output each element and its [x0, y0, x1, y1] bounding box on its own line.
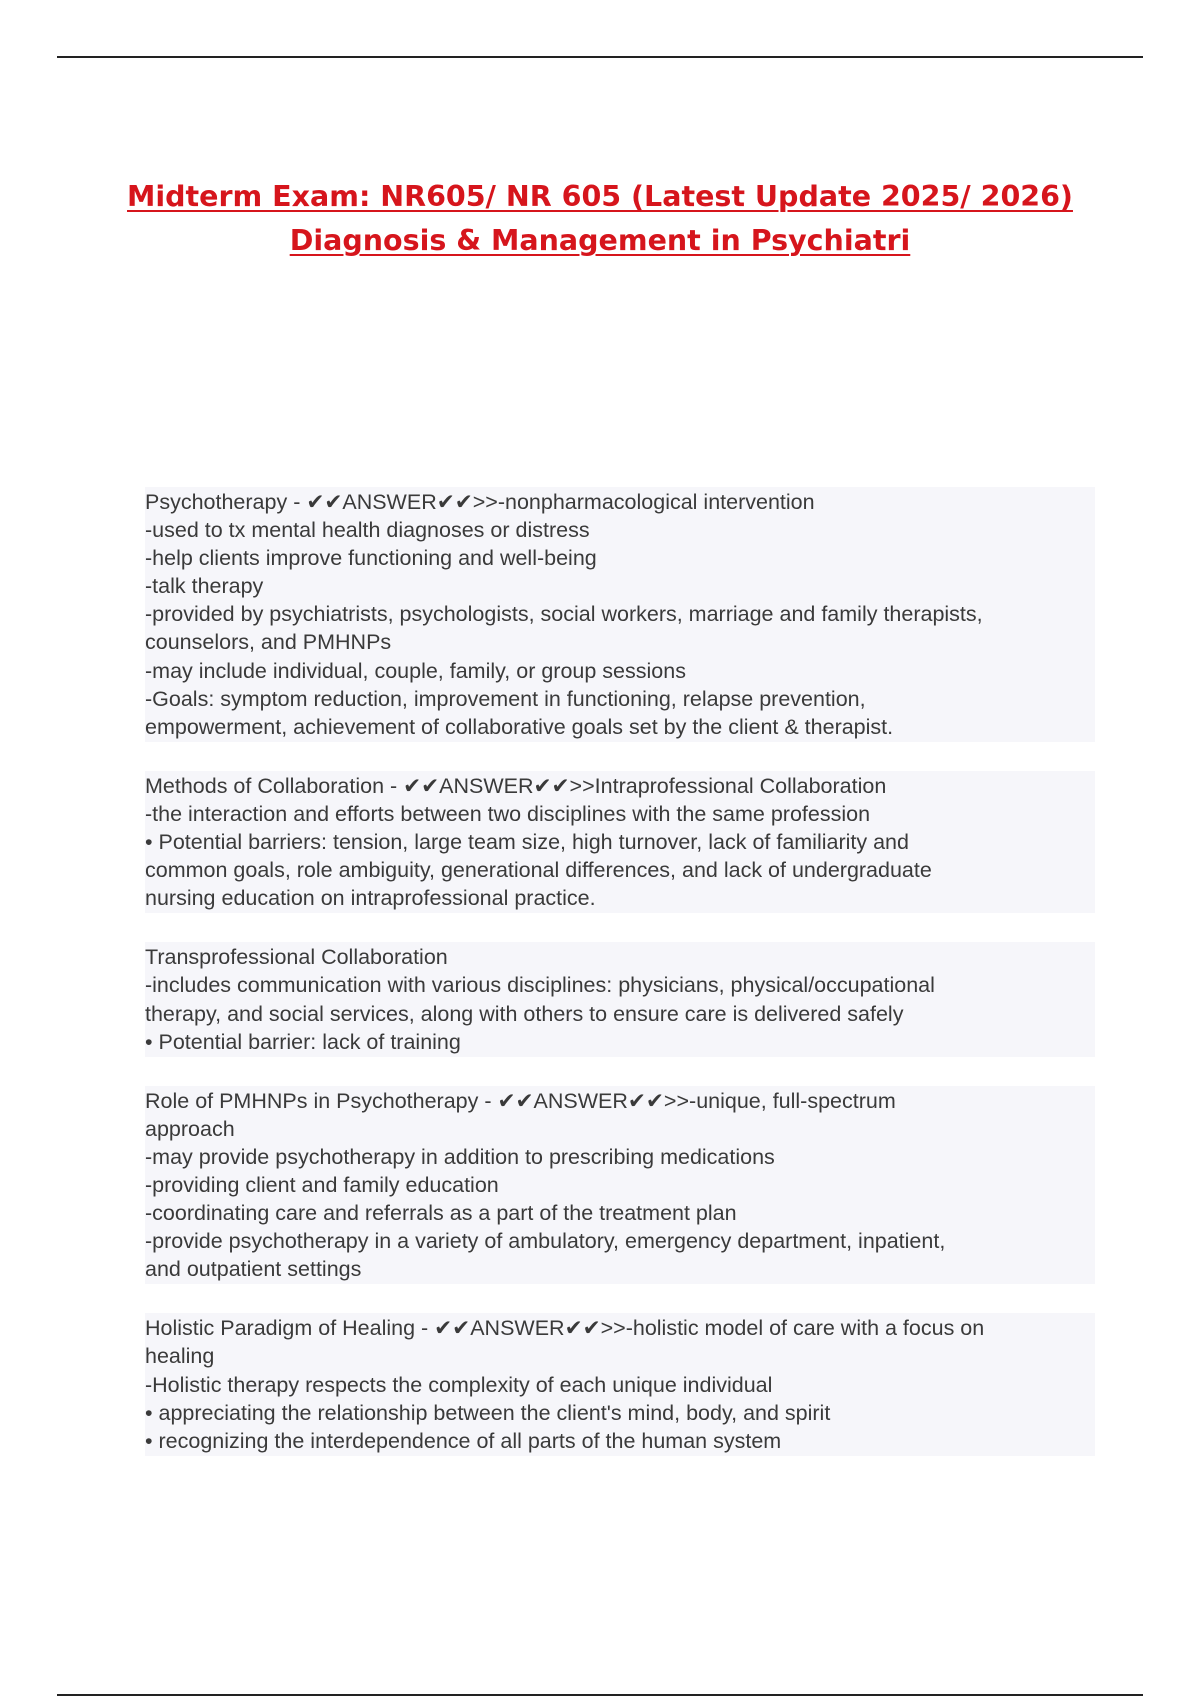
title-line-1: Midterm Exam: NR605/ NR 605 (Latest Update 2025/ 2026)	[127, 180, 1073, 213]
section-holistic-paradigm	[145, 1313, 1095, 1455]
text-line: therapy, and social services, along with others to ensure care is delivered safely	[145, 1001, 904, 1026]
text-line: -used to tx mental health diagnoses or distress	[145, 518, 590, 543]
text-line: -the interaction and efforts between two disciplines with the same profession	[145, 801, 871, 826]
text-line: -providing client and family education	[145, 1172, 499, 1197]
text-line: -coordinating care and referrals as a part of the treatment plan	[145, 1201, 737, 1226]
text-line: -help clients improve functioning and well-being	[145, 546, 597, 571]
text-line: -may include individual, couple, family, or group sessions	[145, 658, 686, 683]
document-title	[100, 175, 1100, 263]
text-line: empowerment, achievement of collaborative goals set by the client & therapist.	[145, 714, 894, 739]
section-transprofessional-collaboration	[145, 942, 1095, 1056]
text-line: • appreciating the relationship between the client's mind, body, and spirit	[145, 1400, 831, 1425]
text-line: Psychotherapy - ✔✔ANSWER✔✔>>-nonpharmacological intervention	[145, 490, 815, 514]
text-line: • recognizing the interdependence of all parts of the human system	[145, 1428, 782, 1453]
text-line: healing	[145, 1344, 215, 1369]
text-line: Holistic Paradigm of Healing - ✔✔ANSWER✔✔>>-holistic model of care with a focus on	[145, 1316, 985, 1341]
section-methods-of-collaboration	[145, 771, 1095, 913]
text-line: -includes communication with various disciplines: physicians, physical/occupational	[145, 973, 935, 998]
text-line: common goals, role ambiguity, generational differences, and lack of undergraduate	[145, 858, 932, 883]
footer-rule	[57, 1694, 1143, 1696]
header-rule	[57, 56, 1143, 58]
text-line: Role of PMHNPs in Psychotherapy - ✔✔ANSWER✔✔>>-unique, full-spectrum	[145, 1088, 896, 1113]
text-line: -provide psychotherapy in a variety of ambulatory, emergency department, inpatient,	[145, 1229, 946, 1254]
text-line: nursing education on intraprofessional practice.	[145, 886, 596, 911]
text-line: -talk therapy	[145, 574, 264, 599]
text-line: and outpatient settings	[145, 1257, 362, 1282]
text-line: approach	[145, 1116, 235, 1141]
text-line: Transprofessional Collaboration	[145, 945, 448, 970]
text-line: -may provide psychotherapy in addition to prescribing medications	[145, 1144, 775, 1169]
text-line: -Holistic therapy respects the complexity of each unique individual	[145, 1372, 773, 1397]
text-line: • Potential barrier: lack of training	[145, 1029, 461, 1054]
section-role-of-pmhnps	[145, 1086, 1095, 1285]
text-line: -Goals: symptom reduction, improvement in functioning, relapse prevention,	[145, 686, 866, 711]
document-body	[145, 487, 1095, 1485]
text-line: counselors, and PMHNPs	[145, 630, 392, 655]
text-line: -provided by psychiatrists, psychologists, social workers, marriage and family therapists,	[145, 602, 983, 627]
title-line-2: Diagnosis & Management in Psychiatri	[289, 224, 911, 257]
text-line: • Potential barriers: tension, large team size, high turnover, lack of familiarity and	[145, 830, 909, 855]
section-psychotherapy	[145, 487, 1095, 742]
text-line: Methods of Collaboration - ✔✔ANSWER✔✔>>Intraprofessional Collaboration	[145, 773, 887, 798]
